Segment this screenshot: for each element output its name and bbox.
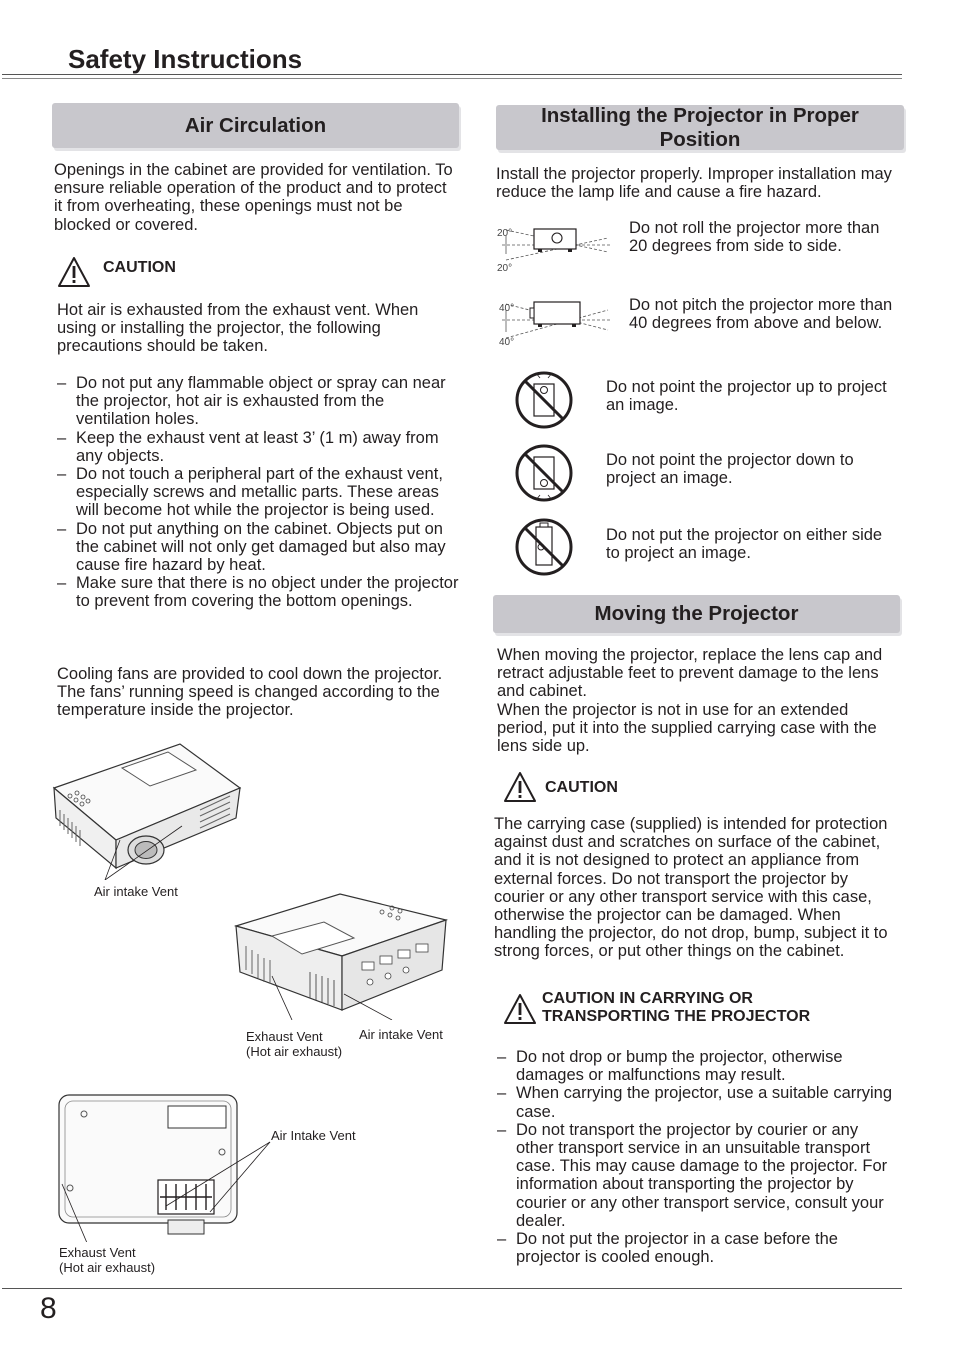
projector-front-illustration	[50, 740, 245, 880]
point-up-warning-text: Do not point the projector up to project an image.	[606, 378, 887, 415]
list-item: – Do not put anything on the cabinet. Objects put on the cabinet will not only get damaged but also may cause fire hazard by heat.	[57, 520, 460, 575]
roll-degree-bottom: 20°	[497, 263, 513, 274]
point-down-warning-text: Do not point the projector down to project an image.	[606, 451, 854, 488]
roll-angle-diagram	[496, 222, 612, 272]
warning-icon	[503, 771, 537, 803]
caution-label: CAUTION	[103, 259, 176, 276]
prohibited-point-down-icon	[514, 443, 574, 503]
air-intake-label-2: Air intake Vent	[359, 1027, 443, 1042]
transport-caution-line2: TRANSPORTING THE PROJECTOR	[542, 1008, 811, 1025]
list-item: – Make sure that there is no object under the projector to prevent from covering the bottom openings.	[57, 574, 460, 610]
list-item: – Do not drop or bump the projector, otherwise damages or malfunctions may result.	[497, 1048, 897, 1084]
list-item: – Do not put any flammable object or spray can near the projector, hot air is exhausted from the ventilation holes.	[57, 374, 460, 429]
air-intake-pointer-lines	[150, 1140, 280, 1220]
transport-caution-label	[542, 990, 810, 1026]
list-item: – When carrying the projector, use a suitable carrying case.	[497, 1084, 897, 1120]
list-item: – Do not put the projector in a case before the projector is cooled enough.	[497, 1230, 897, 1266]
caution-label: CAUTION	[545, 779, 618, 796]
transport-precautions-list	[497, 1048, 897, 1266]
transport-caution-line1: CAUTION IN CARRYING OR	[542, 990, 753, 1007]
installing-heading: Installing the Projector in Proper Position	[496, 105, 904, 150]
footer-rule	[2, 1288, 902, 1289]
on-side-warning-text: Do not put the projector on either side to project an image.	[606, 526, 883, 563]
carrying-case-caution-text: The carrying case (supplied) is intended for protection against dust and scratches on surface of the cabinet, and it is not designed to protect an appliance from external forces. Do not transport the projector by courier or any other transport service with this case, otherwise the projector can be damaged. When handling the projector, do not drop, bump, subject it to strong forces, or put other things on the cabinet.	[494, 815, 888, 961]
roll-warning-text: Do not roll the projector more than 20 degrees from side to side.	[629, 219, 880, 256]
air-intake-label-1: Air intake Vent	[94, 884, 178, 899]
pitch-degree-bottom: 40°	[499, 337, 515, 348]
exhaust-vent-label-1	[246, 1029, 342, 1059]
air-precautions-list	[57, 374, 460, 611]
exhaust-vent-label-line1: Exhaust Vent	[59, 1245, 136, 1260]
prohibited-on-side-icon	[514, 517, 574, 577]
warning-icon	[57, 256, 91, 288]
exhaust-vent-label-line2: (Hot air exhaust)	[246, 1044, 343, 1059]
list-item: – Do not transport the projector by courier or any other transport service in an unsuitable transport case. This may cause damage to the projector. For information about transporting the projector by courier or any other transport service, consult your dealer.	[497, 1121, 897, 1230]
exhaust-vent-label-line2: (Hot air exhaust)	[59, 1260, 156, 1275]
moving-heading: Moving the Projector	[493, 595, 900, 633]
roll-degree-top: 20°	[497, 228, 513, 239]
list-item: – Do not touch a peripheral part of the exhaust vent, especially screws and metallic parts. These areas will become hot while the projector is being used.	[57, 465, 460, 520]
moving-intro-text-1: When moving the projector, replace the lens cap and retract adjustable feet to prevent damage to the lens and cabinet.	[497, 646, 883, 701]
air-circulation-heading: Air Circulation	[52, 103, 459, 148]
air-intake-label-3: Air Intake Vent	[271, 1128, 356, 1143]
install-intro-text: Install the projector properly. Improper installation may reduce the lamp life and cause a fire hazard.	[496, 165, 892, 202]
exhaust-vent-label-2	[59, 1245, 155, 1275]
moving-intro-text-2: When the projector is not in use for an extended period, put it into the supplied carrying case with the lens side up.	[497, 701, 877, 756]
header-rule-thin	[2, 78, 902, 79]
pitch-warning-text: Do not pitch the projector more than 40 degrees from above and below.	[629, 296, 893, 333]
projector-rear-illustration	[232, 890, 452, 1020]
air-intro-text: Openings in the cabinet are provided for ventilation. To ensure reliable operation of the product and to protect it from overheating, these openings must not be blocked or covered.	[54, 161, 453, 234]
air-caution-text: Hot air is exhausted from the exhaust vent. When using or installing the projector, the following precautions should be taken.	[57, 301, 419, 356]
header-rule	[2, 74, 902, 75]
exhaust-vent-label-line1: Exhaust Vent	[246, 1029, 323, 1044]
page-title: Safety Instructions	[68, 44, 303, 74]
prohibited-point-up-icon	[514, 370, 574, 430]
list-item: – Keep the exhaust vent at least 3’ (1 m) away from any objects.	[57, 429, 460, 465]
page-number: 8	[40, 1292, 57, 1325]
cooling-fans-text: Cooling fans are provided to cool down the projector. The fans’ running speed is changed according to the temperature inside the projector.	[57, 665, 443, 720]
pitch-degree-top: 40°	[499, 303, 515, 314]
warning-icon	[503, 993, 537, 1025]
